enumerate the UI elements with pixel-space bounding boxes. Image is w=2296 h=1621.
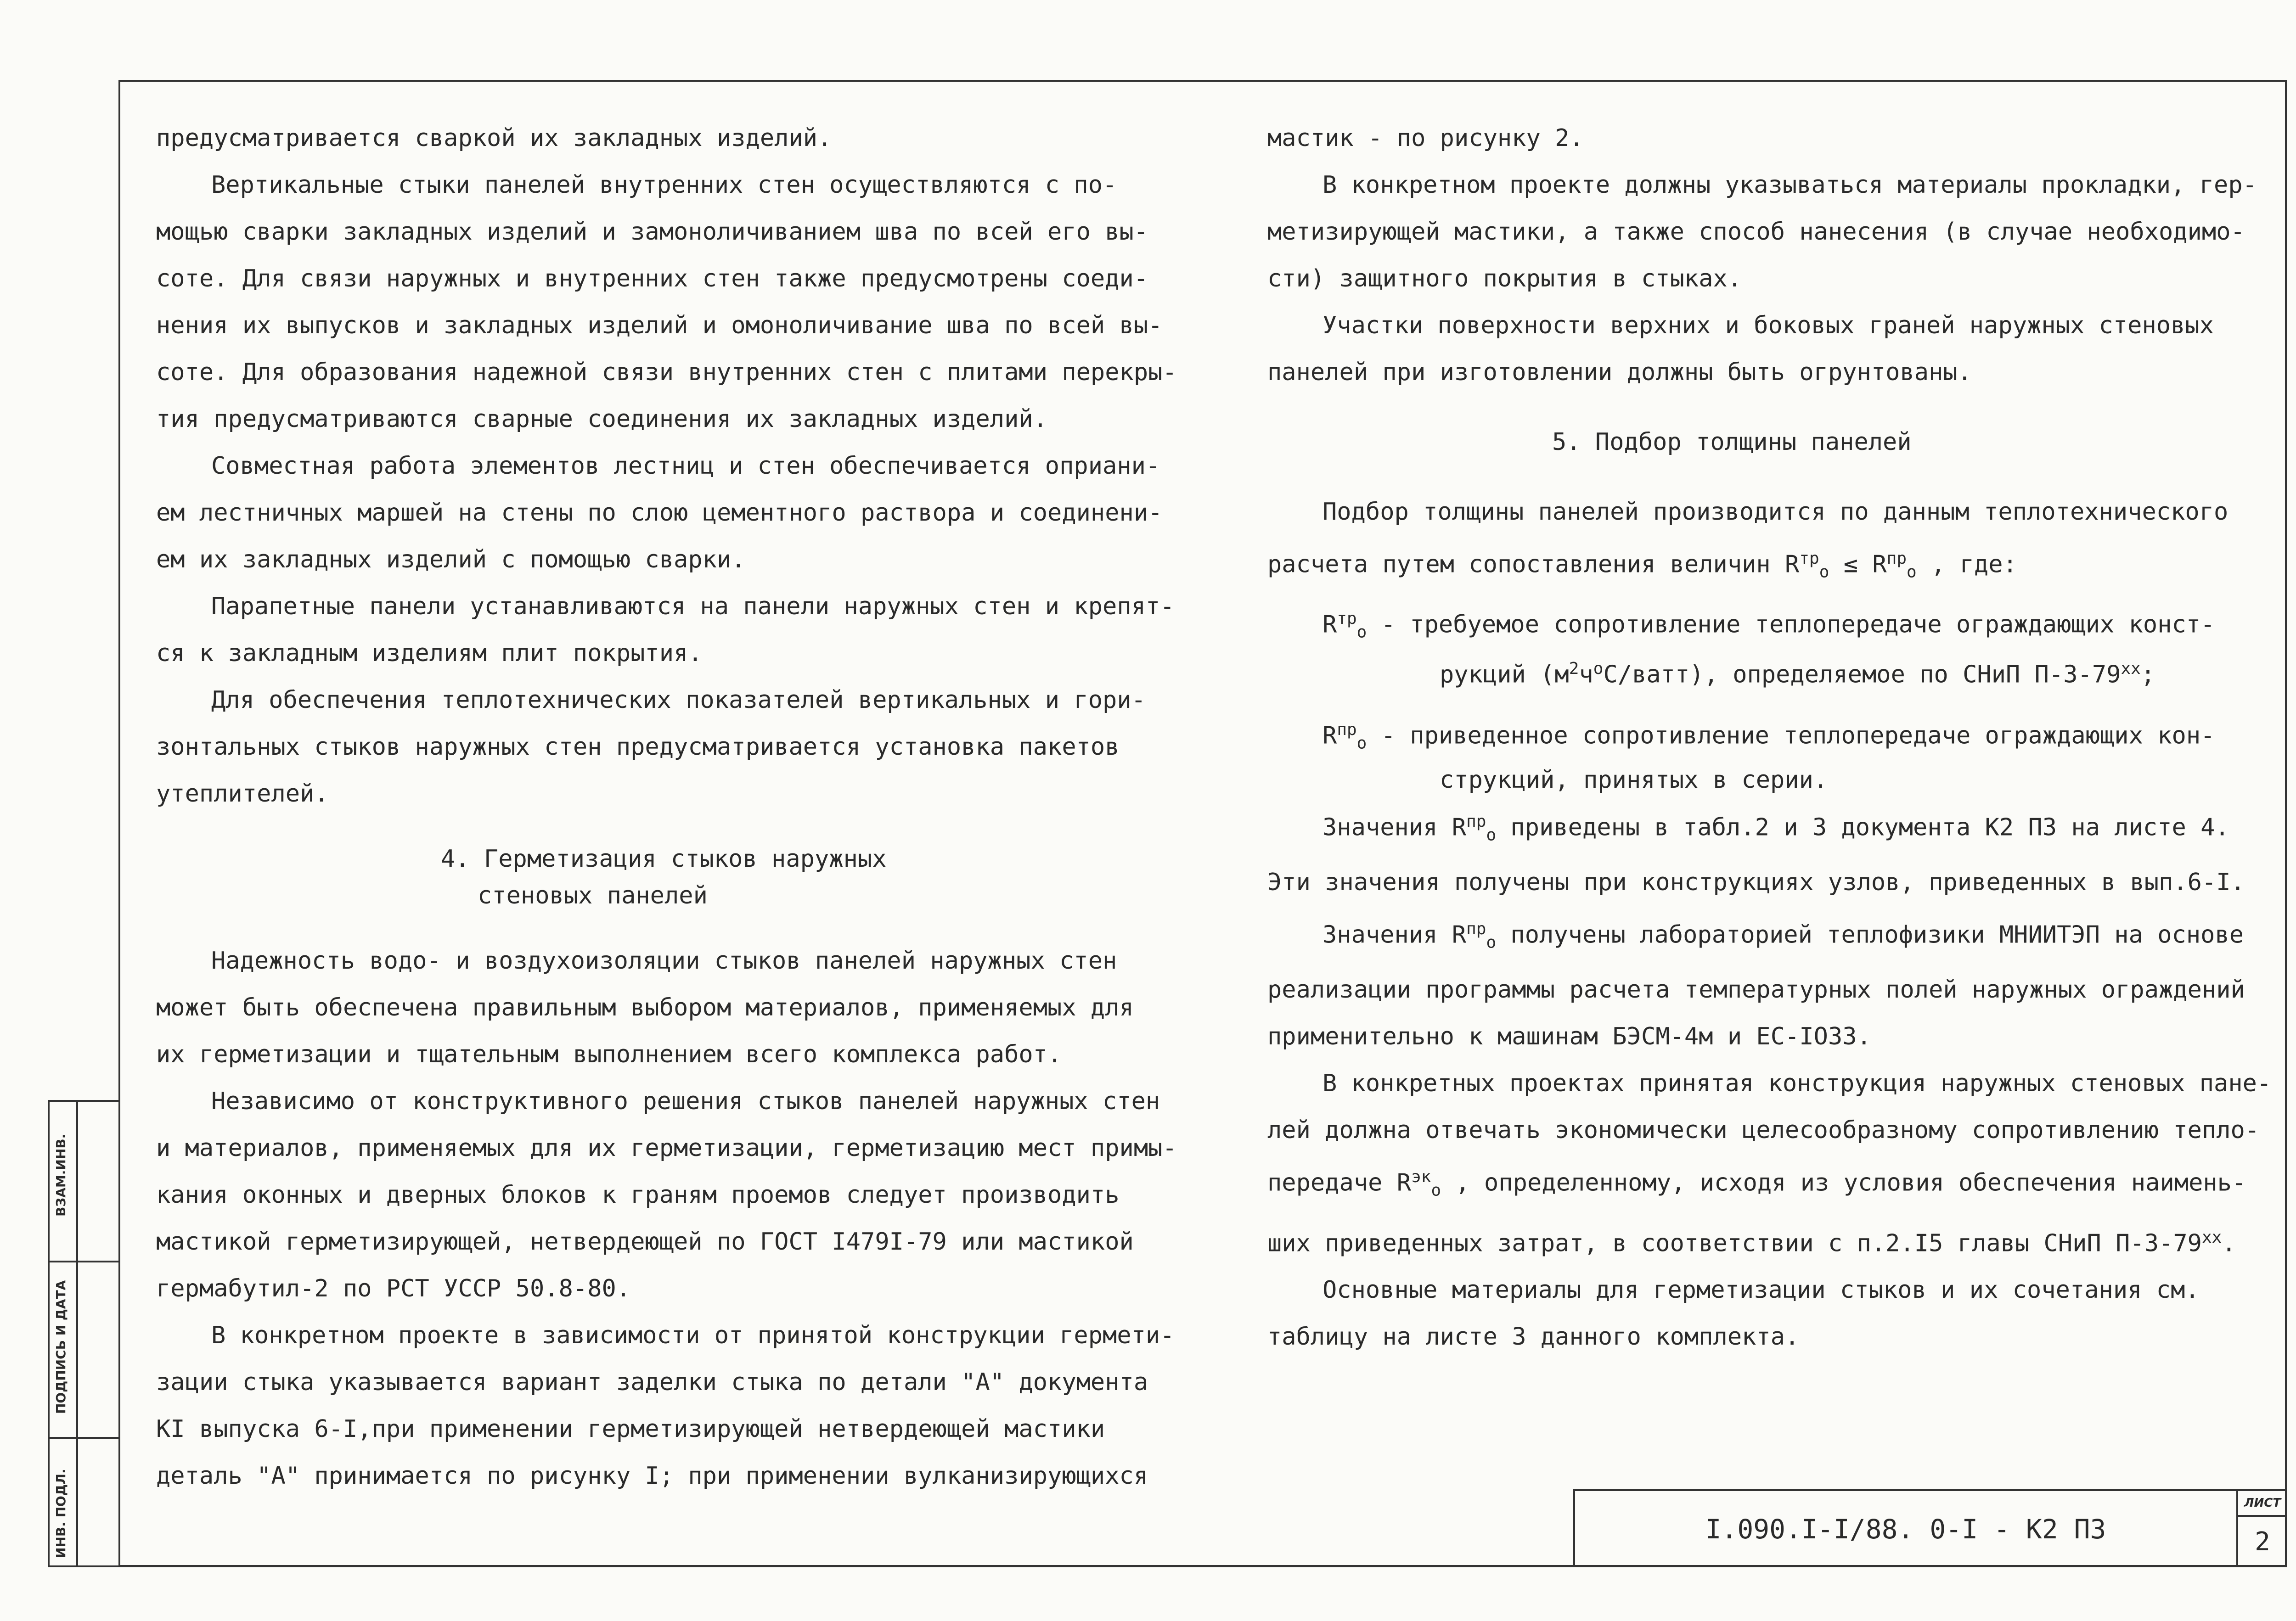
- formula-text: передаче R: [1267, 1169, 1412, 1197]
- subscript: о: [1356, 734, 1367, 753]
- text-line: мастик - по рисунку 2.: [1267, 124, 1584, 152]
- text-line: ся к закладным изделиям плит покрытия.: [156, 639, 703, 667]
- text-line: может быть обеспечена правильным выбором материалов, применяемых для: [156, 994, 1134, 1021]
- definition-text: рукций (м: [1440, 661, 1569, 689]
- definition-text: С/ватт), определяемое по СНиП П-3-79: [1603, 661, 2121, 689]
- text-line: зонтальных стыков наружных стен предусматривается установка пакетов: [156, 733, 1120, 761]
- text-line: Для обеспечения теплотехнических показателей вертикальных и гори-: [211, 686, 1146, 714]
- text-line: Подбор толщины панелей производится по данным теплотехнического: [1322, 498, 2228, 526]
- symbol: R: [1322, 611, 1337, 639]
- sheet-number: 2: [2255, 1527, 2270, 1557]
- subscript: о: [1907, 562, 1917, 582]
- stamp-cell-1: [50, 1102, 118, 1262]
- text-line: предусматривается сваркой их закладных изделий.: [156, 124, 832, 152]
- formula-line: [1267, 535, 2278, 596]
- text-line: кания оконных и дверных блоков к граням проемов следует производить: [156, 1181, 1120, 1209]
- formula-text: Значения R: [1322, 813, 1467, 841]
- text-line: В конкретном проекте должны указываться материалы прокладки, гер-: [1322, 171, 2257, 199]
- superscript: пр: [1886, 549, 1907, 568]
- text-line: Независимо от конструктивного решения стыков панелей наружных стен: [211, 1088, 1160, 1115]
- text-line: таблицу на листе 3 данного комплекта.: [1267, 1323, 1800, 1351]
- definition-1-line1: [1267, 600, 2278, 651]
- formula-text: .: [2222, 1229, 2236, 1257]
- text-line: и материалов, применяемых для их герметизации, герметизацию мест примы-: [156, 1134, 1177, 1162]
- text-line: сти) защитного покрытия в стыках.: [1267, 265, 1742, 292]
- superscript: хх: [2201, 1228, 2222, 1247]
- superscript: тр: [1799, 549, 1819, 568]
- text-line: мастикой герметизирующей, нетвердеющей по ГОСТ I479I-79 или мастикой: [156, 1228, 1134, 1256]
- text-line: Надежность водо- и воздухоизоляции стыков панелей наружных стен: [211, 947, 1117, 975]
- text-line: Совместная работа элементов лестниц и стен обеспечивается оприани-: [211, 452, 1160, 480]
- section-4-title-2: стеновых панелей: [478, 882, 708, 909]
- text-line: КI выпуска 6-I,при применении герметизирующей нетвердеющей мастики: [156, 1415, 1105, 1443]
- text-line: реализации программы расчета температурных полей наружных ограждений: [1267, 976, 2245, 1004]
- text-line: Эти значения получены при конструкциях узлов, приведенных в вып.6-I.: [1267, 869, 2245, 897]
- superscript: пр: [1466, 920, 1486, 939]
- text-line: мощью сварки закладных изделий и замоноличиванием шва по всей его вы-: [156, 218, 1148, 246]
- subscript: о: [1431, 1181, 1441, 1200]
- text-line: ем их закладных изделий с помощью сварки.: [156, 546, 746, 573]
- superscript: 2: [1569, 659, 1579, 679]
- right-column: [1267, 115, 2278, 1360]
- subscript: о: [1486, 933, 1497, 952]
- stamp-strip: [48, 1100, 118, 1567]
- formula-text: расчета путем сопоставления величин R: [1267, 550, 1800, 578]
- formula-text: получены лабораторией теплофизики МНИИТЭП на основе: [1496, 921, 2244, 949]
- title-block: [1573, 1489, 2287, 1567]
- text-line: Основные материалы для герметизации стыков и их сочетания см.: [1322, 1276, 2200, 1304]
- text-line: метизирующей мастики, а также способ нанесения (в случае необходимо-: [1267, 218, 2245, 246]
- stamp-label-3: ИНВ. ПОДЛ.: [53, 1469, 68, 1558]
- frame-left-border: [118, 80, 120, 1567]
- text-line: панелей при изготовлении должны быть огрунтованы.: [1267, 359, 1972, 386]
- stamp-label-1: ВЗАМ.ИНВ.: [53, 1133, 68, 1217]
- text-line: [1267, 1154, 2278, 1214]
- text-line: В конкретных проектах принятая конструкция наружных стеновых пане-: [1322, 1069, 2272, 1097]
- text-line: Парапетные панели устанавливаются на панели наружных стен и крепят-: [211, 593, 1175, 620]
- left-column: [156, 115, 1194, 1499]
- text-line: В конкретном проекте в зависимости от принятой конструкции гермети-: [211, 1322, 1175, 1349]
- stamp-cell-3: [50, 1439, 118, 1569]
- definition-text: ч: [1579, 661, 1593, 689]
- sheet-box: [2236, 1491, 2287, 1567]
- definition-2-line1: [1267, 712, 2278, 762]
- text-line: их герметизации и тщательным выполнением всего комплекса работ.: [156, 1041, 1062, 1068]
- formula-text: Значения R: [1322, 921, 1467, 949]
- text-line: [1267, 798, 2278, 859]
- definition-text: - приведенное сопротивление теплопередаче ограждающих кон-: [1381, 722, 2215, 750]
- stamp-cell-2: [50, 1262, 118, 1439]
- superscript: пр: [1466, 812, 1486, 831]
- superscript: тр: [1337, 609, 1357, 628]
- text-line: [1267, 1214, 2278, 1267]
- definition-text: ;: [2140, 661, 2155, 689]
- formula-text: ших приведенных затрат, в соответствии с п.2.I5 главы СНиП П-3-79: [1267, 1229, 2202, 1257]
- text-line: тия предусматриваются сварные соединения их закладных изделий.: [156, 405, 1048, 433]
- formula-text: , определенному, исходя из условия обеспечения наимень-: [1441, 1169, 2246, 1197]
- text-line: Вертикальные стыки панелей внутренних стен осуществляются с по-: [211, 171, 1117, 199]
- text-line: зации стыка указывается вариант заделки стыка по детали "А" документа: [156, 1369, 1148, 1396]
- text-line: утеплителей.: [156, 780, 329, 808]
- text-line: деталь "А" принимается по рисунку I; при применении вулканизирующихся: [156, 1462, 1148, 1490]
- section-5-title: 5. Подбор толщины панелей: [1552, 428, 1912, 456]
- text-line: ем лестничных маршей на стены по слою цементного раствора и соединени-: [156, 499, 1163, 527]
- definition-2-line2: струкций, принятых в серии.: [1440, 766, 1828, 794]
- subscript: о: [1486, 826, 1497, 845]
- text-line: соте. Для образования надежной связи внутренних стен с плитами перекры-: [156, 359, 1177, 386]
- formula-text: ≤ R: [1829, 550, 1887, 578]
- formula-text: , где:: [1916, 550, 2017, 578]
- sheet-label: ЛИСТ: [2238, 1491, 2287, 1517]
- superscript: о: [1593, 659, 1604, 679]
- superscript: хх: [2121, 659, 2141, 679]
- text-line: применительно к машинам БЭСМ-4м и ЕС-IO33.: [1267, 1022, 1871, 1050]
- symbol: R: [1322, 722, 1337, 750]
- text-line: нения их выпусков и закладных изделий и омоноличивание шва по всей вы-: [156, 312, 1163, 339]
- text-line: [1267, 906, 2278, 966]
- superscript: пр: [1337, 720, 1357, 739]
- subscript: о: [1819, 562, 1829, 582]
- superscript: эк: [1411, 1167, 1431, 1186]
- definition-1-line2: [1267, 651, 2278, 693]
- document-code: I.090.I-I/88. 0-I - К2 ПЗ: [1705, 1514, 2106, 1545]
- definition-text: - требуемое сопротивление теплопередаче ограждающих конст-: [1381, 611, 2215, 639]
- text-line: соте. Для связи наружных и внутренних стен также предусмотрены соеди-: [156, 265, 1148, 292]
- formula-text: приведены в табл.2 и 3 документа К2 ПЗ на листе 4.: [1496, 813, 2229, 841]
- text-line: Участки поверхности верхних и боковых граней наружных стеновых: [1322, 312, 2214, 339]
- section-4-title: 4. Герметизация стыков наружных: [441, 845, 887, 873]
- text-line: гермабутил-2 по РСТ УССР 50.8-80.: [156, 1275, 631, 1302]
- stamp-label-2: ПОДПИСЬ И ДАТА: [53, 1280, 68, 1414]
- subscript: о: [1356, 623, 1367, 642]
- text-line: лей должна отвечать экономически целесообразному сопротивлению тепло-: [1267, 1116, 2260, 1144]
